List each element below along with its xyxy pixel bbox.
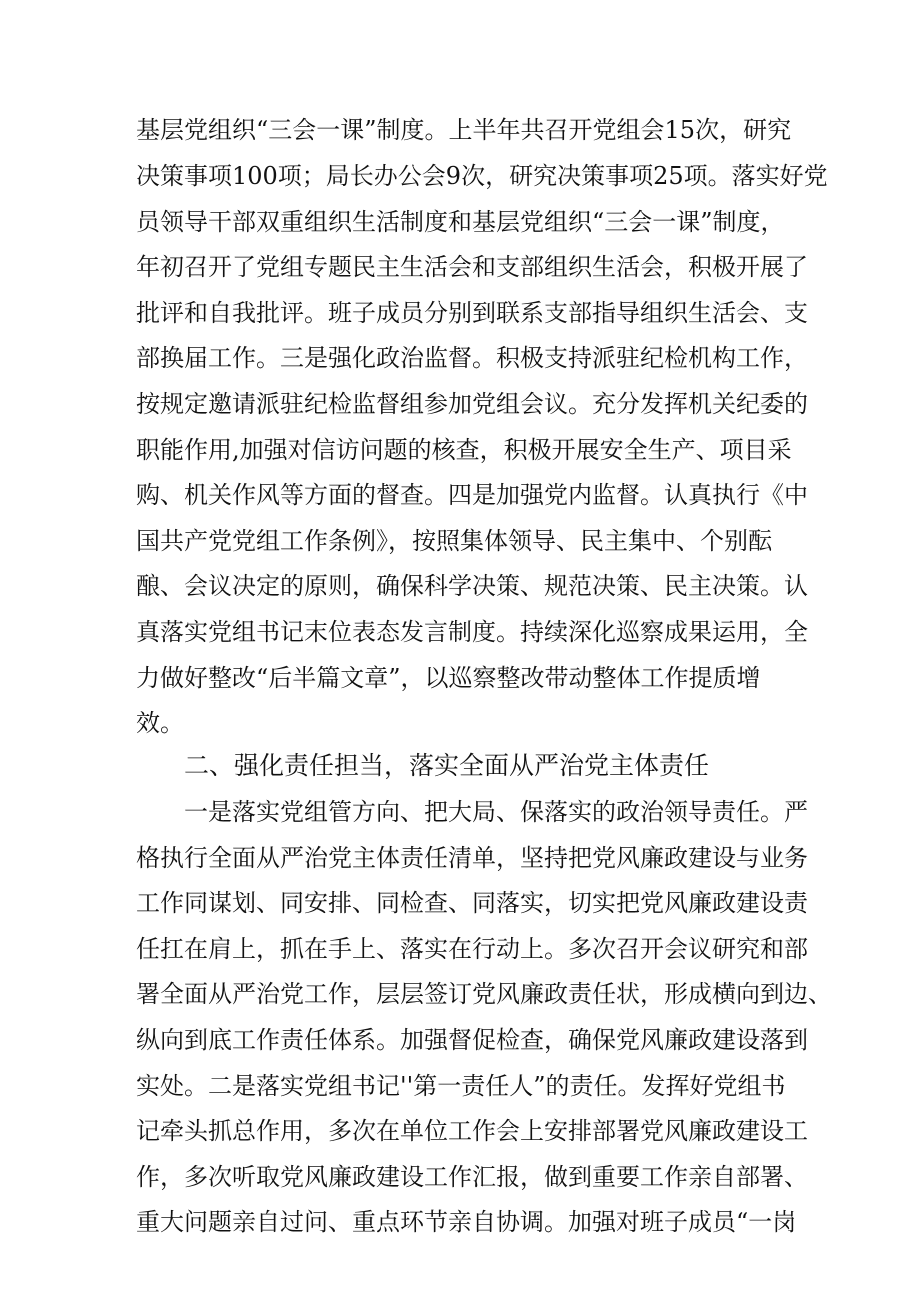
text-line: 纵向到底工作责任体系。加强督促检查，确保党风廉政建设落到 xyxy=(136,1026,808,1054)
text-line: 年初召开了党组专题民主生活会和支部组织生活会，积极开展了 xyxy=(136,253,808,281)
text-line: 批评和自我批评。班子成员分别到联系支部指导组织生活会、支 xyxy=(136,299,808,327)
text-line: 酿、会议决定的原则，确保科学决策、规范决策、民主决策。认 xyxy=(136,572,808,600)
text-line: 员领导干部双重组织生活制度和基层党组织“三会一课”制度， xyxy=(136,208,785,236)
text-line: 基层党组织“三会一课”制度。上半年共召开党组会15次，研究 xyxy=(136,116,792,144)
text-line: 职能作用,加强对信访问题的核查，积极开展安全生产、项目采 xyxy=(136,436,792,464)
text-line: 部换届工作。三是强化政治监督。积极支持派驻纪检机构工作， xyxy=(136,344,808,372)
text-line: 格执行全面从严治党主体责任清单，坚持把党风廉政建设与业务 xyxy=(136,844,808,872)
text-line: 效。 xyxy=(136,709,184,737)
text-line: 实处。二是落实党组书记''第一责任人”的责任。发挥好党组书 xyxy=(136,1072,786,1100)
text-line: 按规定邀请派驻纪检监督组参加党组会议。充分发挥机关纪委的 xyxy=(136,390,808,418)
text-line: 一是落实党组管方向、把大局、保落实的政治领导责任。严 xyxy=(184,798,808,826)
section-heading: 二、强化责任担当，落实全面从严治党主体责任 xyxy=(184,751,710,780)
text-line: 作，多次听取党风廉政建设工作汇报，做到重要工作亲自部署、 xyxy=(136,1163,808,1191)
text-line: 重大问题亲自过问、重点环节亲自协调。加强对班子成员“一岗 xyxy=(136,1208,797,1236)
text-line: 真落实党组书记末位表态发言制度。持续深化巡察成果运用，全 xyxy=(136,618,808,646)
text-line: 署全面从严治党工作，层层签订党风廉政责任状，形成横向到边、 xyxy=(136,980,832,1008)
text-line: 购、机关作风等方面的督查。四是加强党内监督。认真执行《中 xyxy=(136,481,808,509)
text-line: 工作同谋划、同安排、同检查、同落实，切实把党风廉政建设责 xyxy=(136,889,808,917)
text-line: 任扛在肩上，抓在手上、落实在行动上。多次召开会议研究和部 xyxy=(136,935,808,963)
text-line: 记牵头抓总作用，多次在单位工作会上安排部署党风廉政建设工 xyxy=(136,1117,808,1145)
text-line: 国共产党党组工作条例》，按照集体领导、民主集中、个别酝 xyxy=(136,527,772,555)
text-line: 决策事项100项；局长办公会9次，研究决策事项25项。落实好党 xyxy=(136,162,828,190)
text-line: 力做好整改“后半篇文章”，以巡察整改带动整体工作提质增 xyxy=(136,664,761,692)
